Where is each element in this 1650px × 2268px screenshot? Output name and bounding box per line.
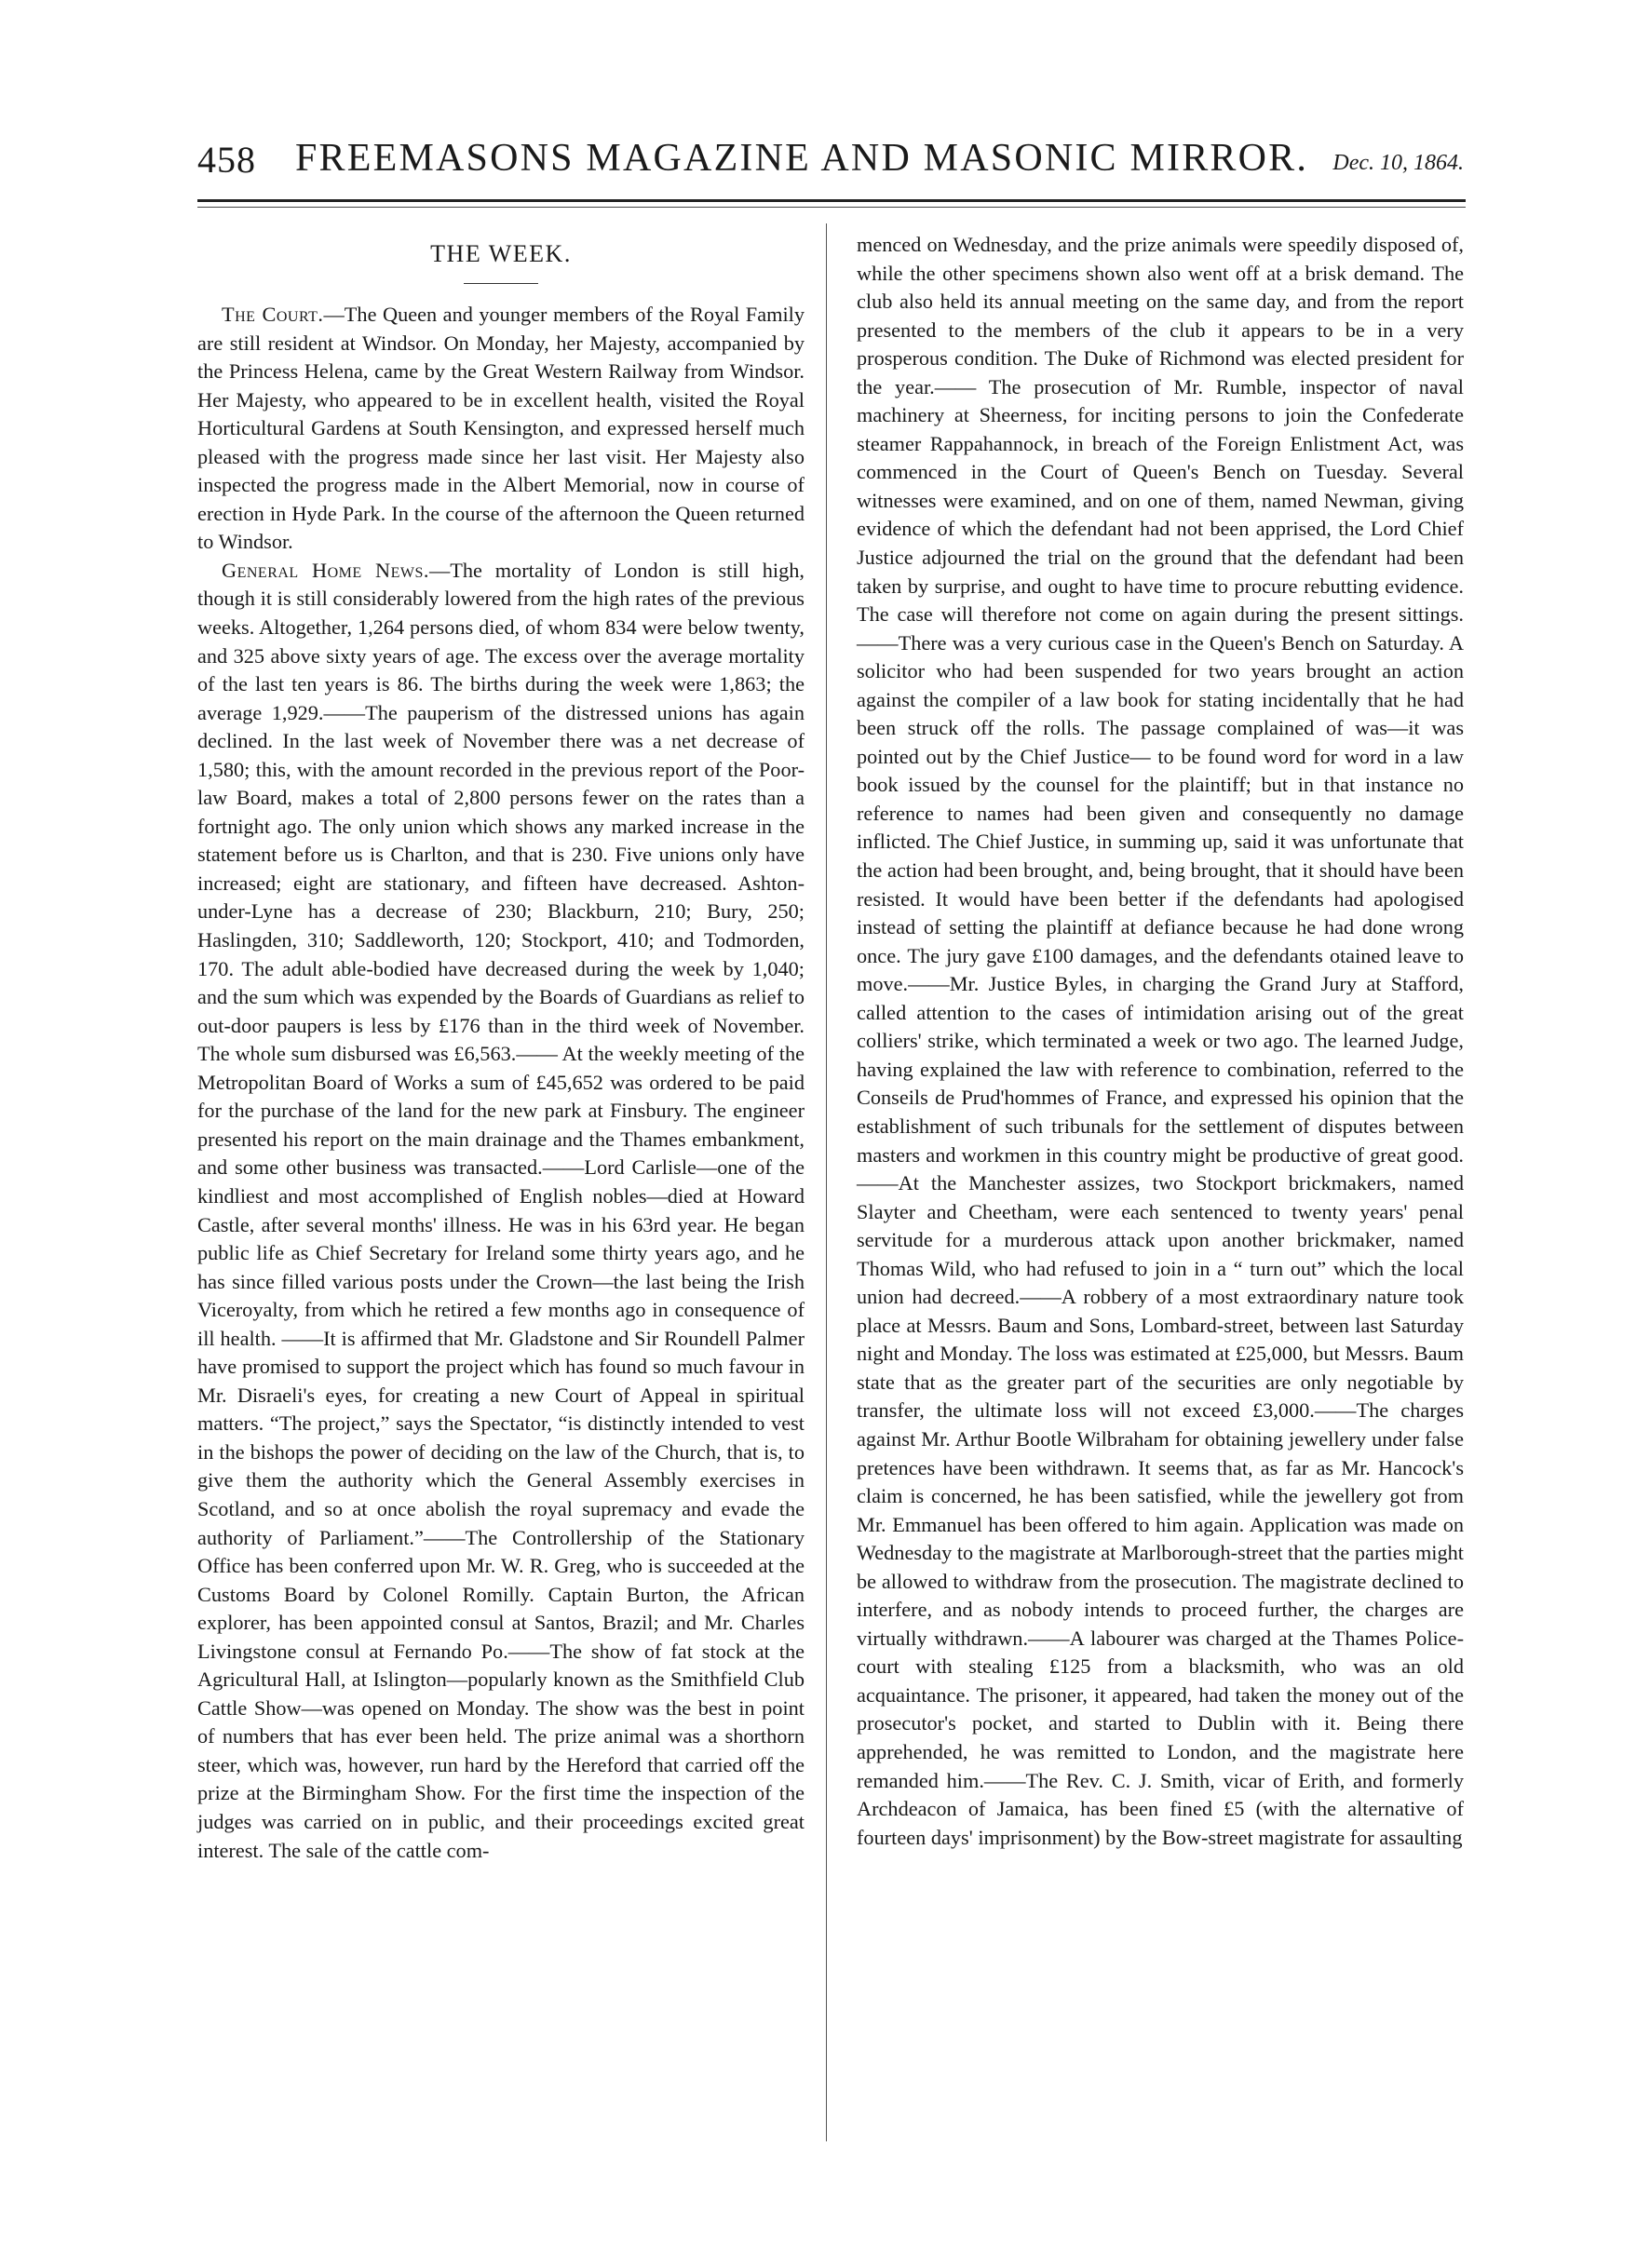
article-title: THE WEEK. [430, 240, 572, 267]
header-rule [197, 199, 1466, 202]
court-heading: The Court. [222, 303, 324, 326]
paragraph-court [197, 301, 805, 557]
page-header [197, 130, 1464, 192]
title-divider [464, 283, 538, 284]
paragraph-continued: menced on Wednesday, and the prize animals were speedily disposed of, while the other specimens shown also went off at a brisk demand. The club also held its annual meeting on the same day, and from the report presented to the members of the club it appears to be in a very prosperous condition. The Duke of Richmond was elected president for the year.—— The prosecution of Mr. Rumble, inspector of naval machinery at Sheerness, for inciting persons to join the Confederate steamer Rappahannock, in breach of the Foreign Enlistment Act, was commenced in the Court of Queen's Bench on Tuesday. Several witnesses were examined, and on one of them, named Newman, giving evidence of which the defendant had not been apprised, the Lord Chief Justice adjourned the trial on the ground that the defendant had been taken by surprise, and ought to have time to procure rebutting evidence. The case will therefore not come on again during the present sittings. ——There was a very curious case in the Queen's Bench on Saturday. A solicitor who had been suspended for two years brought an action against the compiler of a law book for stating incidentally that he had been struck off the rolls. The passage complained of was—it was pointed out by the Chief Justice— to be found word for word in a law book issued by the counsel for the plaintiff; but in that instance no reference to names had been given and consequently no damage inflicted. The Chief Justice, in summing up, said it was unfortunate that the action had been brought, and, being brought, that it should have been resisted. It would have been better if the defendants had apologised instead of setting the plaintiff at defiance because he had done wrong once. The jury gave £100 damages, and the defendants otained leave to move.——Mr. Justice Byles, in charging the Grand Jury at Stafford, called attention to the cases of intimidation arising out of the great colliers' strike, which terminated a week or two ago. The learned Judge, having explained the law with reference to combination, referred to the Conseils de Prud'hommes of France, and expressed his opinion that the establishment of such tribunals for the settlement of disputes between masters and workmen in this country might be productive of great good.——At the Manchester assizes, two Stockport brickmakers, named Slayter and Cheetham, were each sentenced to twenty years' penal servitude for a murderous attack upon another brickmaker, named Thomas Wild, who had refused to join in a “ turn out” which the local union had decreed.——A robbery of a most extraordinary nature took place at Messrs. Baum and Sons, Lombard-street, between last Saturday night and Monday. The loss was estimated at £25,000, but Messrs. Baum state that as the greater part of the securities are only negotiable by transfer, the ultimate loss will not exceed £3,000.——The charges against Mr. Arthur Bootle Wilbraham for obtaining jewellery under false pretences have been withdrawn. It seems that, as far as Mr. Hancock's claim is concerned, he has been satisfied, while the jewellery got from Mr. Emmanuel has been offered to him again. Application was made on Wednesday to the magistrate at Marlborough-street that the parties might be allowed to withdraw from the prosecution. The magistrate declined to interfere, and as nobody intends to proceed further, the charges are virtually withdrawn.——A labourer was charged at the Thames Police-court with stealing £125 from a blacksmith, who was an old acquaintance. The prisoner, it appeared, had taken the money out of the prosecutor's pocket, and started to Dublin with it. Being there apprehended, he was remitted to London, and the magistrate here remanded him.——The Rev. C. J. Smith, vicar of Erith, and formerly Archdeacon of Jamaica, has been fined £5 (with the alternative of fourteen days' imprisonment) by the Bow-street magistrate for assaulting [857, 233, 1464, 1849]
paragraph-home-news [197, 557, 805, 1865]
left-column [197, 231, 805, 1865]
page-number: 458 [197, 139, 256, 181]
masthead-title: FREEMASONS MAGAZINE AND MASONIC MIRROR. [295, 137, 1309, 180]
column-divider [826, 223, 827, 2141]
home-news-text: —The mortality of London is still high, though it is still considerably lowered from the high rates of the previous weeks. Altogether, 1,264 persons died, of whom 834 were below twenty, and 325 above sixty years of age. The excess over the average mortality of the last ten years is 86. The births during the week were 1,863; the average 1,929.——The pauperism of the distressed unions has again declined. In the last week of November there was a net decrease of 1,580; this, with the amount recorded in the previous report of the Poor-law Board, makes a total of 2,800 persons fewer on the rates than a fortnight ago. The only union which shows any marked increase in the statement before us is Charlton, and that is 230. Five unions only have increased; eight are stationary, and fifteen have decreased. Ashton-under-Lyne has a decrease of 230; Blackburn, 210; Bury, 250; Haslingden, 310; Saddleworth, 120; Stockport, 410; and Todmorden, 170. The adult able-bodied have decreased during the week by 1,040; and the sum which was expended by the Boards of Guardians as relief to out-door paupers is less by £176 than in the third week of November. The whole sum disbursed was £6,563.—— At the weekly meeting of the Metropolitan Board of Works a sum of £45,652 was ordered to be paid for the purchase of the land for the new park at Finsbury. The engineer presented his report on the main drainage and the Thames embankment, and some other business was transacted.——Lord Carlisle—one of the kindliest and most accomplished of English nobles—died at Howard Castle, after several months' illness. He was in his 63rd year. He began public life as Chief Secretary for Ireland some thirty years ago, and he has since filled various posts under the Crown—the last being the Irish Viceroyalty, from which he retired a few months ago in consequence of ill health. ——It is affirmed that Mr. Gladstone and Sir Roundell Palmer have promised to support the project which has found so much favour in Mr. Disraeli's eyes, for creating a new Court of Appeal in spiritual matters. “The project,” says the Spectator, “is distinctly intended to vest in the bishops the power of deciding on the law of the Church, that is, to give them the authority which the General Assembly exercises in Scotland, and so at once abolish the royal supremacy and evade the authority of Parliament.”——The Controllership of the Stationary Office has been conferred upon Mr. W. R. Greg, who is succeeded at the Customs Board by Colonel Romilly. Captain Burton, the African explorer, has been appointed consul at Santos, Brazil; and Mr. Charles Livingstone consul at Fernando Po.——The show of fat stock at the Agricultural Hall, at Islington—popularly known as the Smithfield Club Cattle Show—was opened on Monday. The show was the best in point of numbers that has ever been held. The prize animal was a shorthorn steer, which was, however, run hard by the Hereford that carried off the prize at the Birmingham Show. For the first time the inspection of the judges was carried on in public, and their proceedings excited great interest. The sale of the cattle com- [197, 558, 805, 1862]
header-rule-thin [197, 207, 1466, 208]
court-text: —The Queen and younger members of the Royal Family are still resident at Windsor. On Monday, her Majesty, accompanied by the Princess Helena, came by the Great Western Railway from Windsor. Her Majesty, who appeared to be in excellent health, visited the Royal Horticultural Gardens at South Kensington, and expressed herself much pleased with the progress made since her last visit. Her Majesty also inspected the progress made in the Albert Memorial, now in course of erection in Hyde Park. In the course of the afternoon the Queen returned to Windsor. [197, 303, 805, 554]
issue-date: Dec. 10, 1864. [1332, 151, 1464, 175]
home-news-heading: General Home News. [222, 558, 429, 582]
right-column [857, 231, 1464, 1852]
